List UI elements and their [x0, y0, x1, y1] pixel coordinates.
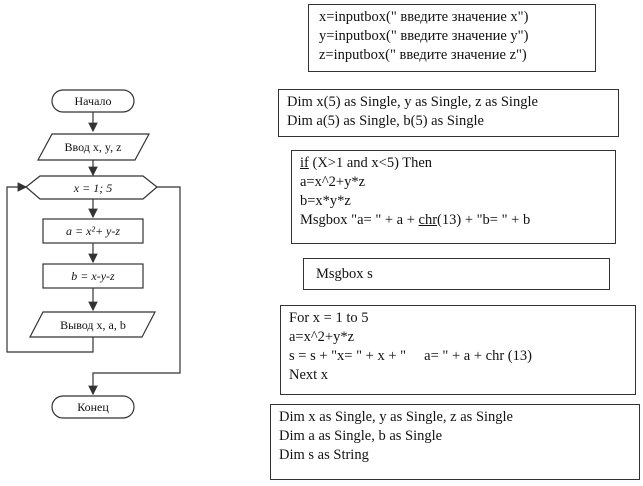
code-line: Dim s as String — [279, 447, 369, 463]
code-box-msgbox — [303, 258, 610, 290]
end-label: Конец — [77, 400, 109, 414]
code-line: Dim x(5) as Single, y as Single, z as Single — [287, 94, 538, 110]
code-line: a=x^2+y*z — [289, 329, 355, 345]
code-box-if — [291, 150, 616, 244]
calc-b-label: b = x-y-z — [71, 269, 115, 283]
code-line: z=inputbox(" введите значение z") — [319, 47, 527, 63]
code-line — [300, 154, 607, 173]
code-line: Dim x as Single, y as Single, z as Single — [279, 409, 513, 425]
loop-label: x = 1; 5 — [73, 181, 113, 195]
code-line: Msgbox s — [316, 266, 373, 282]
if-keyword: if — [300, 155, 309, 171]
code-box-dim-scalars — [270, 404, 640, 480]
calc-a-label: a = x²+ y-z — [65, 224, 121, 238]
code-box-dim-arrays — [278, 89, 619, 137]
msgbox-suffix: (13) + "b= " + b — [437, 212, 531, 228]
code-line: Next x — [289, 367, 329, 383]
code-box-input — [308, 4, 596, 72]
if-condition: (X>1 and x<5) Then — [308, 155, 433, 171]
code-line: Dim a(5) as Single, b(5) as Single — [287, 113, 484, 129]
code-line: a=x^2+y*z — [300, 174, 366, 190]
code-line: x=inputbox(" введите значение x") — [319, 9, 529, 25]
code-line: s = s + "x= " + x + " a= " + a + chr (13) — [289, 348, 532, 364]
code-line — [300, 211, 607, 230]
flowchart — [0, 0, 270, 486]
msgbox-prefix: Msgbox "a= " + a + — [300, 212, 419, 228]
code-line: y=inputbox(" введите значение y") — [319, 28, 529, 44]
code-line: b=x*y*z — [300, 193, 351, 209]
code-box-for-loop — [280, 305, 636, 395]
output-label: Вывод x, a, b — [60, 318, 126, 332]
input-label: Ввод x, y, z — [64, 140, 122, 154]
code-line: Dim a as Single, b as Single — [279, 428, 443, 444]
connector-loop-exit — [93, 187, 180, 394]
chr-function: chr — [418, 212, 438, 228]
code-line: For x = 1 to 5 — [289, 310, 369, 326]
start-label: Начало — [74, 94, 112, 108]
